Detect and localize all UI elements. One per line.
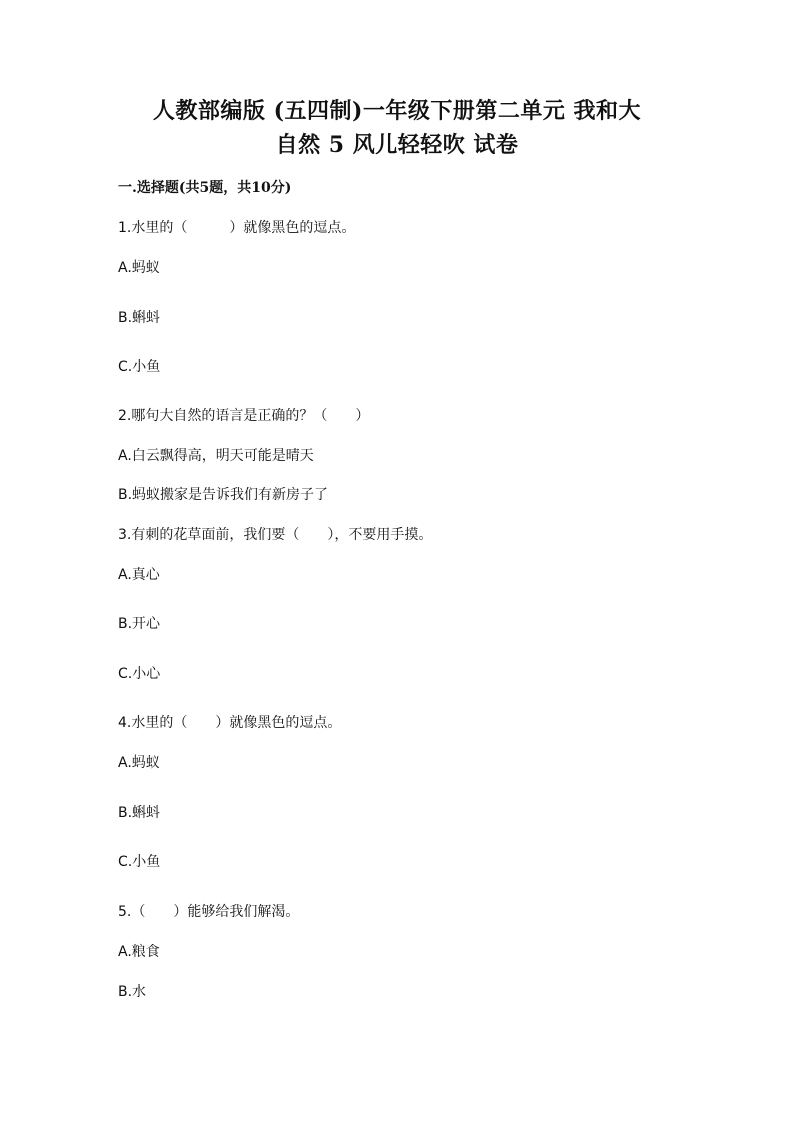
question-1-option-b: B.蝌蚪 — [118, 310, 161, 326]
question-1-option-c: C.小鱼 — [118, 359, 161, 375]
question-3-option-c: C.小心 — [118, 666, 161, 682]
question-3-option-a: A.真心 — [118, 567, 160, 583]
question-1-option-a: A.蚂蚁 — [118, 260, 160, 276]
question-4-option-c: C.小鱼 — [118, 854, 161, 870]
exam-title-line-1: 人教部编版 (五四制)一年级下册第二单元 我和大 — [152, 98, 642, 124]
question-5-stem: 5.（ ）能够给我们解渴。 — [118, 904, 300, 920]
question-2-option-a: A.白云飘得高，明天可能是晴天 — [118, 448, 314, 464]
question-2-stem: 2.哪句大自然的语言是正确的？（ ） — [118, 408, 370, 424]
question-1-stem: 1.水里的（ ）就像黑色的逗点。 — [118, 220, 356, 236]
question-2-option-b: B.蚂蚁搬家是告诉我们有新房子了 — [118, 487, 329, 503]
question-3-stem: 3.有刺的花草面前，我们要（ ），不要用手摸。 — [118, 527, 433, 543]
question-4-option-a: A.蚂蚁 — [118, 755, 160, 771]
exam-title-line-2: 自然 5 风儿轻轻吹 试卷 — [275, 132, 519, 158]
question-3-option-b: B.开心 — [118, 616, 161, 632]
question-5-option-a: A.粮食 — [118, 944, 160, 960]
question-4-stem: 4.水里的（ ）就像黑色的逗点。 — [118, 715, 342, 731]
section-heading-multiple-choice: 一.选择题(共5题，共10分) — [118, 180, 292, 196]
question-5-option-b: B.水 — [118, 984, 147, 1000]
question-4-option-b: B.蝌蚪 — [118, 805, 161, 821]
